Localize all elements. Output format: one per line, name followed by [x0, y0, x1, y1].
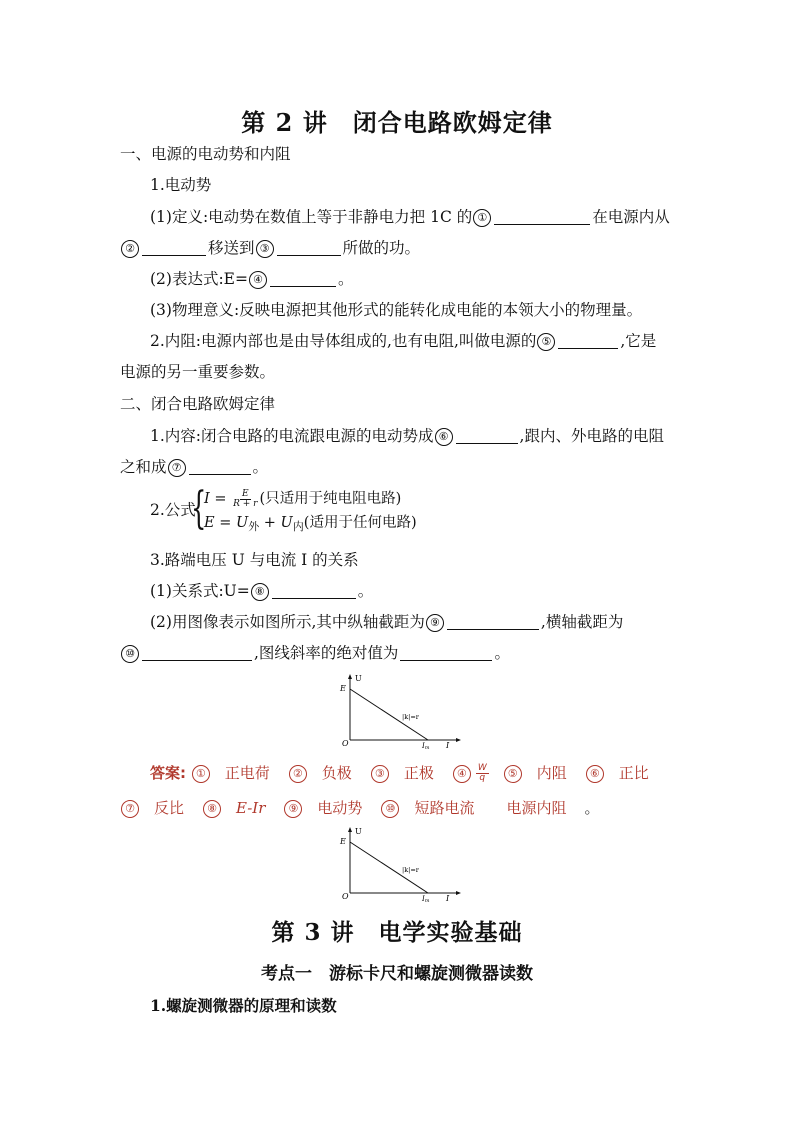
internal-resistance-line2: 电源的另一重要参数。	[120, 363, 276, 381]
terminal-voltage-heading: 3.路端电压 U 与电流 I 的关系	[150, 551, 359, 569]
emf-definition-line2: ② 移送到 ③ 所做的功。	[120, 237, 680, 259]
formula-row-1: I = $\frac{E}{R + r}$ (只适用于纯电阻电路)	[204, 488, 402, 509]
formula-row-2: $E = U_外 + U_内$(适用于任何电路)	[204, 515, 417, 533]
formula-label: 2.公式	[150, 501, 196, 519]
subsection-emf: 1.电动势	[150, 176, 212, 194]
origin-label: O	[342, 739, 349, 748]
blank-11	[400, 643, 492, 661]
blank-1	[494, 207, 590, 225]
blank-6	[456, 426, 518, 444]
i-axis-label: I	[446, 741, 450, 750]
circled-number-1: ①	[473, 209, 491, 227]
circled-number-10: ⑩	[121, 645, 139, 663]
answers-line2: ⑦ 反比 ⑧ E-Ir ⑨ 电动势 ⑩ 短路电流 电源内阻 。	[120, 797, 680, 819]
blank-8	[272, 581, 356, 599]
section-1-heading: 一、电源的电动势和内阻	[120, 145, 291, 163]
blank-10	[142, 643, 252, 661]
circled-number-4: ④	[249, 271, 267, 289]
e-intercept-label: E	[340, 684, 346, 693]
blank-2	[142, 238, 206, 256]
u-axis-arrow	[348, 674, 352, 679]
emf-expression: (2)表达式:E= ④ 。	[150, 270, 354, 288]
i-axis-label: I	[446, 894, 450, 903]
i-axis-arrow	[456, 738, 461, 742]
graph-description-line2: ⑩ ,图线斜率的绝对值为 。	[120, 642, 680, 664]
short-circuit-current-label: Im	[422, 895, 430, 904]
ohm-law-content-line1: 1.内容:闭合电路的电流跟电源的电动势成 ⑥ ,跟内、外电路的电阻	[150, 427, 664, 445]
blank-4	[270, 269, 336, 287]
emf-meaning: (3)物理意义:反映电源把其他形式的能转化成电能的本领大小的物理量。	[150, 301, 643, 319]
blank-3	[277, 238, 341, 256]
blank-5	[558, 331, 618, 349]
key-point-1-heading: 考点一 游标卡尺和螺旋测微器读数	[261, 964, 533, 984]
short-circuit-current-label: Im	[422, 742, 430, 751]
circled-number-8: ⑧	[251, 583, 269, 601]
emf-definition-line1: (1)定义:电动势在数值上等于非静电力把 1C 的 ① 在电源内从	[150, 208, 670, 226]
e-intercept-label: E	[340, 837, 346, 846]
relation-formula: (1)关系式:U= ⑧ 。	[150, 582, 374, 600]
fraction-e-over-r: $\frac{E}{R + r}$	[233, 488, 258, 509]
u-axis-label: U	[355, 674, 362, 683]
slope-label: |k|=r	[402, 713, 419, 721]
slope-label: |k|=r	[402, 866, 419, 874]
u-axis-label: U	[355, 827, 362, 836]
micrometer-heading: 1.螺旋测微器的原理和读数	[150, 996, 337, 1015]
blank-7	[189, 457, 251, 475]
circled-number-7: ⑦	[168, 459, 186, 477]
blank-9	[447, 612, 539, 630]
origin-label: O	[342, 892, 349, 901]
circled-number-9: ⑨	[426, 614, 444, 632]
u-axis-arrow	[348, 827, 352, 832]
answers-label: 答案:	[150, 764, 186, 782]
u-i-graph-2	[336, 825, 466, 905]
graph-description-line1: (2)用图像表示如图所示,其中纵轴截距为 ⑨ ,横轴截距为	[150, 613, 624, 631]
lecture-2-title: 第 2 讲 闭合电路欧姆定律	[241, 108, 553, 137]
circled-number-2: ②	[121, 240, 139, 258]
u-i-graph-1	[336, 672, 466, 752]
ohm-law-content-line2: 之和成 ⑦ 。	[120, 458, 269, 476]
i-axis-arrow	[456, 891, 461, 895]
answer-4-fraction: $\frac{W}{q}$	[477, 763, 487, 783]
answers-line1: 答案: ① 正电荷 ② 负极 ③ 正极 ④ $\frac{W}{q}$ ⑤ 内阻 ⑥ 正比	[150, 763, 649, 783]
internal-resistance-line1: 2.内阻:电源内部也是由导体组成的,也有电阻,叫做电源的 ⑤ ,它是	[150, 332, 657, 350]
lecture-3-title: 第 3 讲 电学实验基础	[271, 919, 523, 946]
circled-number-3: ③	[256, 240, 274, 258]
left-brace: {	[191, 483, 207, 534]
circled-number-6: ⑥	[435, 428, 453, 446]
section-2-heading: 二、闭合电路欧姆定律	[120, 395, 276, 413]
circled-number-5: ⑤	[537, 333, 555, 351]
